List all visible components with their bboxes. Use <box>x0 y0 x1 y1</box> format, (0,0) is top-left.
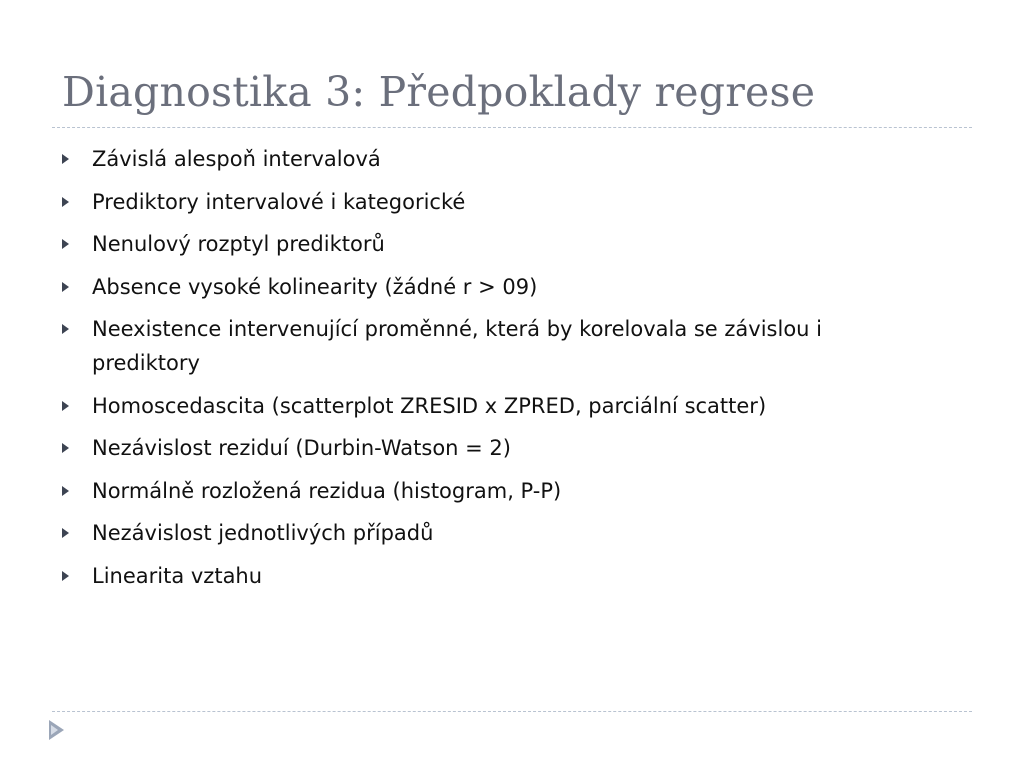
bullet-item <box>58 227 918 261</box>
bullet-arrow-icon <box>62 443 69 453</box>
bullet-item <box>58 389 918 423</box>
bullet-text: Normálně rozložená rezidua (histogram, P-P) <box>92 478 562 503</box>
bullet-arrow-icon <box>62 282 69 292</box>
bullet-arrow-icon <box>62 324 69 334</box>
bullet-arrow-icon <box>62 239 69 249</box>
bullet-text: Nenulový rozptyl prediktorů <box>92 232 385 256</box>
bullet-arrow-icon <box>62 401 69 411</box>
bullet-arrow-icon <box>62 571 69 581</box>
bullet-arrow-icon <box>62 197 69 207</box>
bullet-text: Nezávislost jednotlivých případů <box>92 521 434 545</box>
bullet-item <box>58 516 918 550</box>
bullet-text: Absence vysoké kolinearity (žádné r > 09) <box>92 274 538 299</box>
bullet-text: Linearita vztahu <box>92 563 263 588</box>
bullet-item <box>58 431 918 465</box>
footer-arrow-icon <box>49 720 64 740</box>
bullet-arrow-icon <box>62 528 69 538</box>
bullet-item <box>58 559 918 593</box>
bullet-item <box>58 474 918 508</box>
bullet-arrow-icon <box>62 486 69 496</box>
footer-divider <box>52 711 972 712</box>
bullet-item <box>58 270 918 304</box>
bullet-text: Závislá alespoň intervalová <box>92 147 381 171</box>
bullet-arrow-icon <box>62 154 69 164</box>
bullet-text: Homoscedascita (scatterplot ZRESID x ZPRED, parciální scatter) <box>92 393 767 418</box>
bullet-item <box>58 185 918 219</box>
bullet-text: Prediktory intervalové i kategorické <box>92 189 466 214</box>
slide-title: Diagnostika 3: Předpoklady regrese <box>62 68 816 116</box>
bullet-item <box>58 142 918 176</box>
bullet-text: Nezávislost reziduí (Durbin-Watson = 2) <box>92 436 511 460</box>
bullet-list <box>58 142 918 601</box>
bullet-item <box>58 312 918 380</box>
title-divider <box>52 127 972 128</box>
bullet-text: Neexistence intervenující proměnné, která by korelovala se závislou i prediktory <box>92 317 822 375</box>
